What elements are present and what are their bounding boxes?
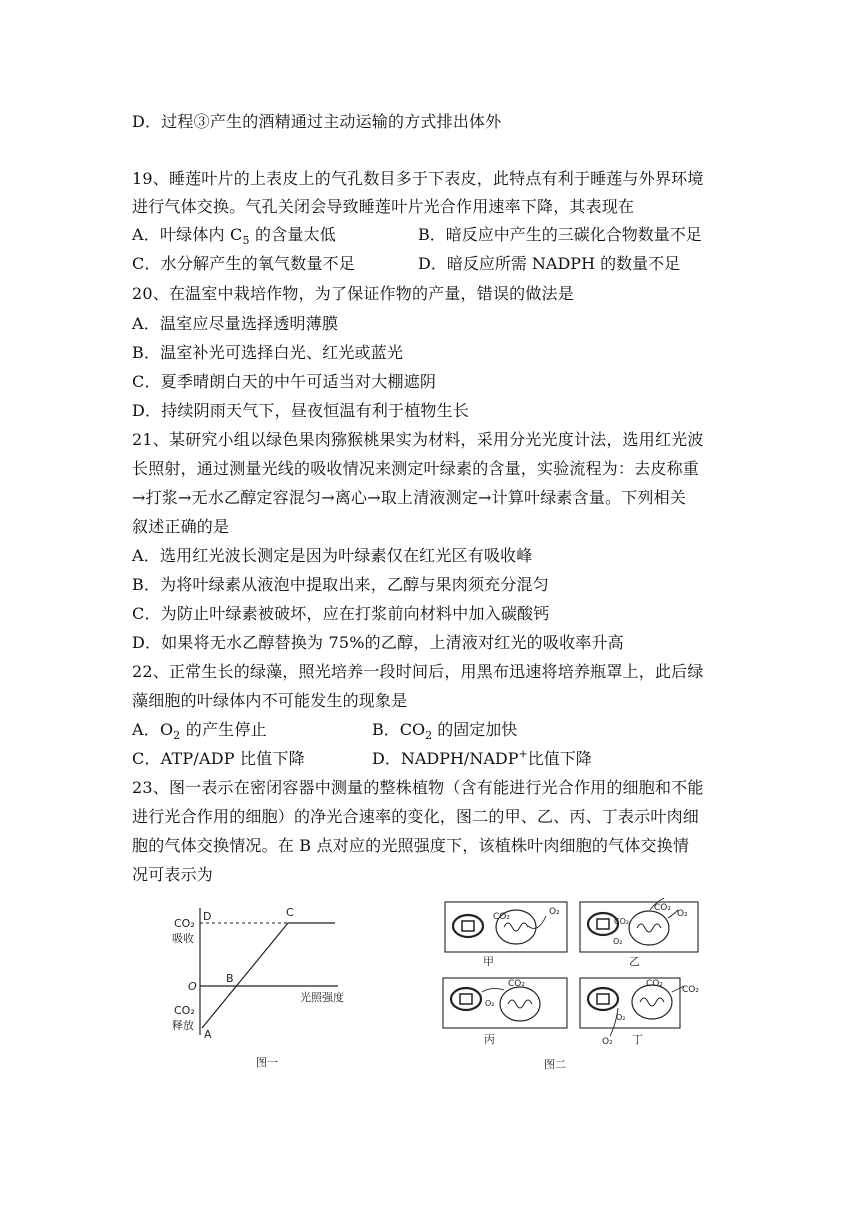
figure-2-caption: 图二 <box>544 1058 566 1071</box>
svg-text:O₂: O₂ <box>613 937 623 946</box>
y-top-label-absorb: 吸收 <box>172 932 194 945</box>
svg-text:O₂: O₂ <box>485 999 495 1008</box>
q19-option-d: D．暗反应所需 NADPH 的数量不足 <box>418 254 681 273</box>
svg-text:O₂: O₂ <box>549 907 560 917</box>
svg-text:O₂: O₂ <box>616 1013 626 1022</box>
y-bottom-label-co2: CO₂ <box>174 1004 195 1017</box>
q23-stem-line3: 胞的气体交换情况。在 B 点对应的光照强度下，该植株叶肉细胞的气体交换情 <box>132 836 690 855</box>
q21-stem-line4: 叙述正确的是 <box>132 517 230 536</box>
svg-text:CO₂: CO₂ <box>614 917 630 926</box>
panel-jia <box>445 902 567 968</box>
point-a-label: A <box>204 1028 212 1041</box>
chloroplast-icon <box>588 988 618 1010</box>
q22-option-c: C．ATP/ADP 比值下降 <box>132 749 305 768</box>
panel-yi <box>580 898 698 968</box>
point-b-label: B <box>226 972 234 985</box>
svg-text:甲: 甲 <box>483 955 494 968</box>
q18-option-d: D．过程③产生的酒精通过主动运输的方式排出体外 <box>132 112 502 131</box>
q22-stem-line1: 22、正常生长的绿藻，照光培养一段时间后，用黑布迅速将培养瓶罩上，此后绿 <box>132 662 704 681</box>
y-top-label-co2: CO₂ <box>174 917 195 930</box>
svg-text:丙: 丙 <box>484 1033 495 1046</box>
q21-stem-line2: 长照射，通过测量光线的吸收情况来测定叶绿素的含量，实验流程为：去皮称重 <box>132 459 700 478</box>
q20-option-c: C．夏季晴朗白天的中午可适当对大棚遮阴 <box>132 372 437 391</box>
mitochondrion-icon <box>500 987 540 1021</box>
q21-option-b: B．为将叶绿素从液泡中提取出来，乙醇与果肉须充分混匀 <box>132 575 549 594</box>
chloroplast-icon <box>451 988 481 1010</box>
x-axis-label: 光照强度 <box>300 991 344 1004</box>
point-d-label: D <box>203 910 212 923</box>
q21-option-a: A．选用红光波长测定是因为叶绿素仅在红光区有吸收峰 <box>132 546 533 565</box>
svg-text:CO₂: CO₂ <box>654 903 671 913</box>
q21-stem-line1: 21、某研究小组以绿色果肉猕猴桃果实为材料，采用分光光度计法，选用红光波 <box>132 430 704 449</box>
q23-stem-line4: 况可表示为 <box>132 865 214 884</box>
y-bottom-label-release: 释放 <box>172 1019 194 1032</box>
chloroplast-icon <box>453 915 483 937</box>
origin-label: O <box>188 980 197 993</box>
figure-1-caption: 图一 <box>256 1056 278 1069</box>
figure-1 <box>160 900 380 1080</box>
svg-text:CO₂: CO₂ <box>493 912 510 922</box>
svg-text:乙: 乙 <box>629 955 640 968</box>
q20-stem: 20、在温室中栽培作物，为了保证作物的产量，错误的做法是 <box>132 284 574 303</box>
q19-option-c: C．水分解产生的氧气数量不足 <box>132 254 356 273</box>
panel-ding <box>580 978 699 1047</box>
svg-text:CO₂: CO₂ <box>508 979 525 989</box>
q23-stem-line2: 进行光合作用的细胞）的净光合速率的变化，图二的甲、乙、丙、丁表示叶肉细 <box>132 807 700 826</box>
q20-option-a: A．温室应尽量选择透明薄膜 <box>132 314 339 333</box>
q21-stem-line3: →打浆→无水乙醇定容混匀→离心→取上清液测定→计算叶绿素含量。下列相关 <box>132 488 687 507</box>
figure-2 <box>438 896 706 1072</box>
q20-option-b: B．温室补光可选择白光、红光或蓝光 <box>132 343 404 362</box>
mitochondrion-icon <box>629 911 669 945</box>
mitochondrion-icon <box>632 985 672 1019</box>
q22-option-a: A．$O_2$ 的产生停止 <box>132 720 267 743</box>
point-c-label: C <box>286 906 294 919</box>
rate-line <box>202 923 288 1028</box>
svg-text:CO₂: CO₂ <box>646 979 663 989</box>
q21-option-c: C．为防止叶绿素被破坏，应在打浆前向材料中加入碳酸钙 <box>132 604 550 623</box>
svg-text:O₂: O₂ <box>677 909 688 919</box>
q19-stem-line2: 进行气体交换。气孔关闭会导致睡莲叶片光合作用速率下降，其表现在 <box>132 197 635 216</box>
panel-bing <box>443 978 567 1046</box>
q22-stem-line2: 藻细胞的叶绿体内不可能发生的现象是 <box>132 691 408 710</box>
q19-stem-line1: 19、睡莲叶片的上表皮上的气孔数目多于下表皮，此特点有利于睡莲与外界环境 <box>132 169 704 188</box>
q22-option-b: B．$CO_2$ 的固定加快 <box>372 720 518 743</box>
q21-option-d: D．如果将无水乙醇替换为 75%的乙醇，上清液对红光的吸收率升高 <box>132 633 624 652</box>
q19-option-a: A．叶绿体内 $C_5$ 的含量太低 <box>132 225 336 248</box>
q22-option-d: D．NADPH/NADP+比值下降 <box>372 747 592 768</box>
svg-text:丁: 丁 <box>632 1033 643 1046</box>
svg-text:CO₂: CO₂ <box>682 985 699 995</box>
q19-option-b: B．暗反应中产生的三碳化合物数量不足 <box>418 225 702 244</box>
q23-stem-line1: 23、图一表示在密闭容器中测量的整株植物（含有能进行光合作用的细胞和不能 <box>132 778 704 797</box>
svg-text:O₂: O₂ <box>602 1037 613 1047</box>
q20-option-d: D．持续阴雨天气下，昼夜恒温有利于植物生长 <box>132 401 470 420</box>
